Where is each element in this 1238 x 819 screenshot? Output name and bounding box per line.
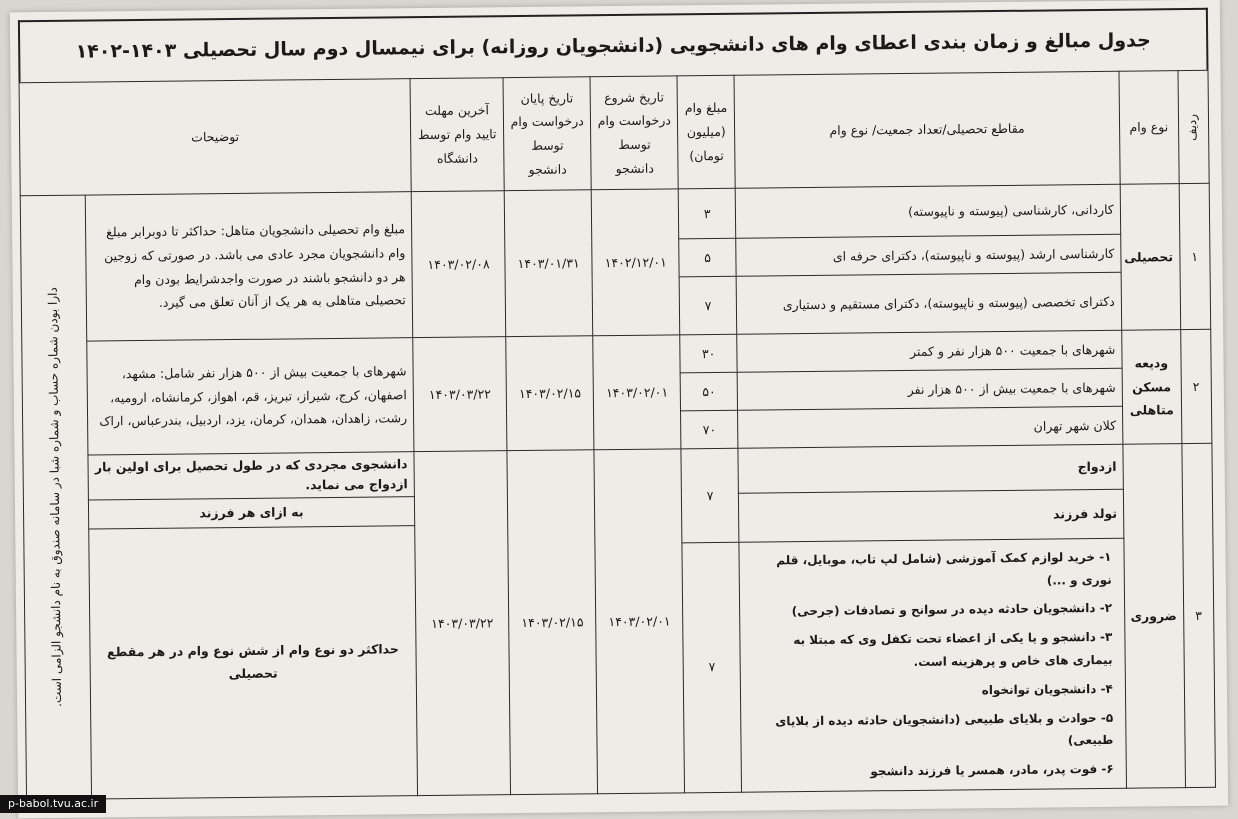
subject-cell: کلان شهر تهران xyxy=(738,406,1123,448)
list-item: ۴- دانشجویان توانخواه xyxy=(981,681,1113,697)
start-date: ۱۴۰۳/۰۲/۰۱ xyxy=(594,449,685,794)
header-loan-type: نوع وام xyxy=(1119,71,1179,185)
document-sheet xyxy=(10,0,1228,818)
header-description: توضیحات xyxy=(19,79,411,196)
amount-cell: ۵ xyxy=(679,238,736,277)
side-note-cell xyxy=(20,195,91,800)
amount-cell: ۷۰ xyxy=(681,410,738,449)
header-subject: مقاطع تحصیلی/تعداد جمعیت/ نوع وام xyxy=(734,71,1120,188)
end-date: ۱۴۰۳/۰۱/۳۱ xyxy=(504,190,593,337)
description-other: حداکثر دو نوع وام از شش نوع وام در هر مقطع تحصیلی xyxy=(89,525,418,799)
loan-type: ضروری xyxy=(1123,444,1185,789)
description-child: به ازای هر فرزند xyxy=(88,497,414,529)
deadline-date: ۱۴۰۳/۰۳/۲۲ xyxy=(413,337,507,452)
header-deadline: آخرین مهلت تایید وام توسط دانشگاه xyxy=(410,78,504,192)
deadline-date: ۱۴۰۳/۰۳/۲۲ xyxy=(414,451,511,796)
subject-cell: شهرهای با جمعیت بیش از ۵۰۰ هزار نفر xyxy=(737,368,1122,410)
list-item: ۶- فوت پدر، مادر، همسر یا فرزند دانشجو xyxy=(870,761,1114,779)
amount-cell: ۳ xyxy=(679,188,736,239)
subject-marriage: ازدواج xyxy=(738,444,1123,493)
amount-cell: ۵۰ xyxy=(680,372,737,411)
loan-type: تحصیلی xyxy=(1120,184,1180,331)
amount-cell: ۷ xyxy=(682,542,741,793)
list-item: ۱- خرید لوازم کمک آموزشی (شامل لپ تاب، موبایل، قلم نوری و ...) xyxy=(776,549,1112,588)
end-date: ۱۴۰۳/۰۲/۱۵ xyxy=(506,336,594,451)
list-item: ۳- دانشجو و یا یکی از اعضاء تحت تکفل وی که مبتلا به بیماری های خاص و پرهزینه است. xyxy=(793,629,1113,669)
site-watermark: p-babol.tvu.ac.ir xyxy=(0,795,106,813)
loan-table xyxy=(19,70,1216,800)
page-title: جدول مبالغ و زمان بندی اعطای وام های دانشجویی (دانشجویان روزانه) برای نیمسال دوم سال تحصیلی ۱۴۰۳-۱۴۰۲ xyxy=(18,8,1209,82)
description-cell: شهرهای با جمعیت بیش از ۵۰۰ هزار نفر شامل: مشهد، اصفهان، کرج، شیراز، تبریز، قم، اهواز، کرمانشاه، ارومیه، رشت، زاهدان، همدان، کرمان، یزد، اردبیل، بندرعباس، اراک xyxy=(87,338,414,455)
start-date: ۱۴۰۳/۰۲/۰۱ xyxy=(593,335,681,450)
loan-type: ودیعه مسکن متاهلی xyxy=(1122,330,1182,445)
subject-cell: دکترای تخصصی (پیوسته و ناپیوسته)، دکترای مستقیم و دستیاری xyxy=(736,272,1121,334)
list-item: ۵- حوادث و بلایای طبیعی (دانشجویان حادثه دیده از بلایای طبیعی) xyxy=(775,710,1114,748)
header-row-number: ردیف xyxy=(1178,70,1210,183)
amount-cell: ۳۰ xyxy=(680,334,737,373)
row-number: ۲ xyxy=(1180,329,1212,443)
side-note: دارا بودن شماره حساب و شماره شبا در سامانه صندوق به نام دانشجو الزامی است. xyxy=(46,287,65,708)
description-cell: مبلغ وام تحصیلی دانشجویان متاهل: حداکثر تا دوبرابر مبلغ وام دانشجویان مجرد عادی می باشد. در صورتی که زوجین هر دو دانشجو باشند در صورت واجدشرایط بودن وام تحصیلی متاهلی به هر یک از آنان تعلق می گیرد. xyxy=(85,192,413,341)
header-row xyxy=(19,70,1209,195)
row-number: ۱ xyxy=(1179,183,1211,329)
amount-cell: ۷ xyxy=(681,448,739,542)
subject-list xyxy=(739,538,1126,792)
end-date: ۱۴۰۳/۰۲/۱۵ xyxy=(507,450,598,795)
row-number: ۳ xyxy=(1182,443,1216,787)
header-amount: مبلغ وام (میلیون تومان) xyxy=(677,75,735,189)
list-item: ۲- دانشجویان حادثه دیده در سوانح و تصادفات (جرحی) xyxy=(791,601,1113,619)
subject-cell: شهرهای با جمعیت ۵۰۰ هزار نفر و کمتر xyxy=(737,330,1122,372)
amount-cell: ۷ xyxy=(679,276,736,335)
subject-child: تولد فرزند xyxy=(738,489,1123,542)
header-start-date: تاریخ شروع درخواست وام توسط دانشجو xyxy=(590,76,678,190)
deadline-date: ۱۴۰۳/۰۲/۰۸ xyxy=(411,191,506,338)
description-marriage: دانشجوی مجردی که در طول تحصیل برای اولین بار ازدواج می نماید. xyxy=(88,452,415,500)
subject-cell: کاردانی، کارشناسی (پیوسته و ناپیوسته) xyxy=(735,184,1120,238)
subject-cell: کارشناسی ارشد (پیوسته و ناپیوسته)، دکترای حرفه ای xyxy=(736,234,1121,276)
start-date: ۱۴۰۲/۱۲/۰۱ xyxy=(591,189,680,336)
header-end-date: تاریخ پایان درخواست وام توسط دانشجو xyxy=(503,77,591,191)
